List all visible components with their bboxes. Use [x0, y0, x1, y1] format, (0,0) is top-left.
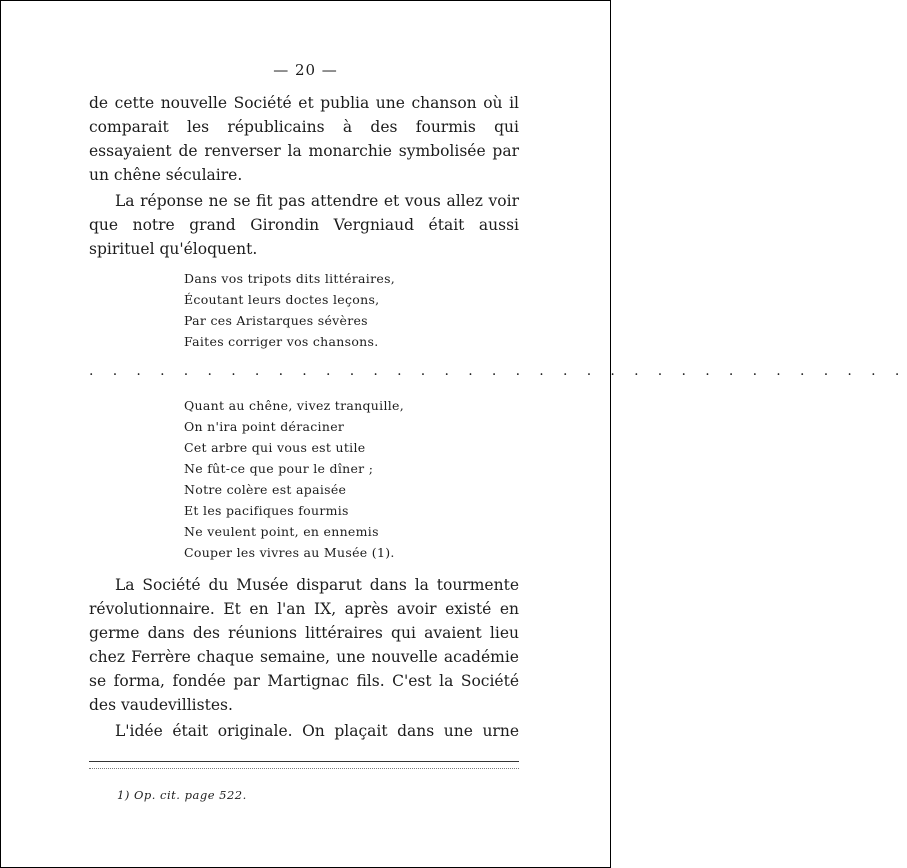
verse-stanza-2: [184, 395, 484, 563]
paragraph-text: de cette nouvelle Société et publia une chanson où il comparait les républicains à des fourmis qui essayaient de renverser la monarchie symbolisée par un chêne séculaire.: [89, 94, 519, 184]
paragraph-text: La Société du Musée disparut dans la tourmente révolutionnaire. Et en l'an IX, après avoir existé en germe dans des réunions littéraires qui avaient lieu chez Ferrère chaque semaine, une nouvelle académie se forma, fondée par Martignac fils. C'est la Société des vaudevillistes.: [89, 576, 519, 714]
verse-line: Dans vos tripots dits littéraires,: [184, 271, 396, 286]
paragraph-societe-musee: [89, 573, 519, 717]
verse-line: Cet arbre qui vous est utile: [184, 440, 366, 455]
footnote: 1) Op. cit. page 522.: [117, 788, 247, 802]
verse-line: Couper les vivres au Musée (1).: [184, 545, 395, 560]
verse-line: Ne fût-ce que pour le dîner ;: [184, 461, 374, 476]
verse-line: Par ces Aristarques sévères: [184, 313, 368, 328]
ellipsis-dot-line: . . . . . . . . . . . . . . . . . . . . . . . . . . . . . . . . . . .: [89, 363, 907, 379]
verse-line: Notre colère est apaisée: [184, 482, 347, 497]
paragraph-text: L'idée était originale. On plaçait dans une urne: [115, 722, 519, 740]
paragraph-continuation: [89, 91, 519, 187]
verse-stanza-1: [184, 268, 484, 352]
paragraph-text: La réponse ne se fit pas attendre et vous allez voir que notre grand Girondin Vergniaud était aussi spirituel qu'éloquent.: [89, 192, 519, 258]
footnote-divider-dotted: [89, 768, 519, 769]
paragraph-idee: [89, 719, 519, 743]
verse-line: On n'ira point déraciner: [184, 419, 345, 434]
page-number: — 20 —: [273, 61, 338, 79]
verse-line: Et les pacifiques fourmis: [184, 503, 349, 518]
verse-line: Faites corriger vos chansons.: [184, 334, 379, 349]
verse-line: Quant au chêne, vivez tranquille,: [184, 398, 405, 413]
verse-line: Écoutant leurs doctes leçons,: [184, 292, 380, 307]
verse-line: Ne veulent point, en ennemis: [184, 524, 379, 539]
paragraph-vergniaud: [89, 189, 519, 261]
footnote-divider: [89, 761, 519, 762]
